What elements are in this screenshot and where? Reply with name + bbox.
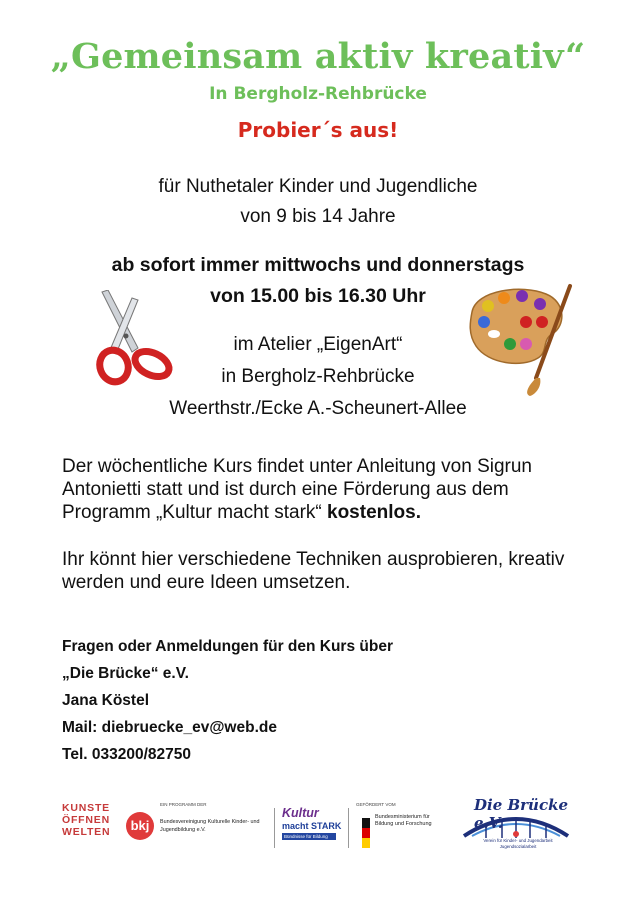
- age-range-line: von 9 bis 14 Jahre: [240, 206, 396, 227]
- tagline: Probier´s aus!: [237, 118, 399, 142]
- bkj-logo-name: Bundesvereinigung Kulturelle Kinder- und Jugendbildung e.V.: [160, 819, 260, 833]
- page-title: „Gemeinsam aktiv kreativ“: [50, 36, 586, 77]
- location-town: in Bergholz-Rehbrücke: [221, 366, 415, 387]
- location-atelier: im Atelier „EigenArt“: [233, 334, 403, 355]
- kultur-logo-line1: Kultur: [282, 806, 319, 820]
- bmbf-prefix-label: GEFÖRDERT VOM: [356, 802, 396, 807]
- bruecke-logo-title: Die Brücke e.V.: [474, 796, 569, 832]
- contact-phone: Tel. 033200/82750: [62, 746, 191, 763]
- paint-palette-icon: [462, 282, 578, 400]
- description-paragraph-2: Ihr könnt hier verschiedene Techniken ausprobieren, kreativ werden und eure Ideen umsetzen.: [62, 549, 565, 593]
- location-street: Weerthstr./Ecke A.-Scheunert-Allee: [169, 398, 467, 419]
- bkj-prefix-label: EIN PROGRAMM DER: [160, 802, 207, 807]
- kultur-logo-line3: Bündnisse für Bildung: [282, 833, 336, 840]
- contact-intro: Fragen oder Anmeldungen für den Kurs über: [62, 638, 393, 655]
- scissors-icon: [92, 290, 178, 390]
- schedule-time: von 15.00 bis 16.30 Uhr: [210, 285, 426, 307]
- kuenste-oeffnen-welten-logo: KUNSTE ÖFFNEN WELTEN: [62, 802, 111, 838]
- bkj-logo-mark: bkj: [126, 812, 154, 840]
- free-of-charge-emphasis: kostenlos.: [327, 502, 421, 523]
- target-group-line: für Nuthetaler Kinder und Jugendliche: [158, 176, 478, 197]
- description-text: Der wöchentliche Kurs findet unter Anleitung von Sigrun Antonietti statt und ist durch eine Förderung aus dem Programm „Kultur macht stark“: [62, 456, 532, 523]
- bruecke-logo-subtitle: Verein für Kinder- und Jugendarbeit Jugendsozialarbeit: [483, 838, 553, 849]
- contact-email[interactable]: Mail: diebruecke_ev@web.de: [62, 719, 277, 736]
- bmbf-logo-name: Bundesministerium für Bildung und Forschung: [375, 814, 432, 827]
- kultur-macht-stark-logo: [282, 806, 344, 840]
- logo-divider: [348, 808, 349, 848]
- german-flag-icon: [362, 818, 370, 848]
- page-subtitle: In Bergholz-Rehbrücke: [209, 84, 427, 104]
- description-paragraph-1: [62, 455, 582, 524]
- schedule-days: ab sofort immer mittwochs und donnerstags: [111, 254, 525, 276]
- kultur-logo-line2: macht STARK: [282, 821, 342, 831]
- logo-divider: [274, 808, 275, 848]
- contact-person: Jana Köstel: [62, 692, 150, 709]
- contact-organization: „Die Brücke“ e.V.: [62, 665, 189, 682]
